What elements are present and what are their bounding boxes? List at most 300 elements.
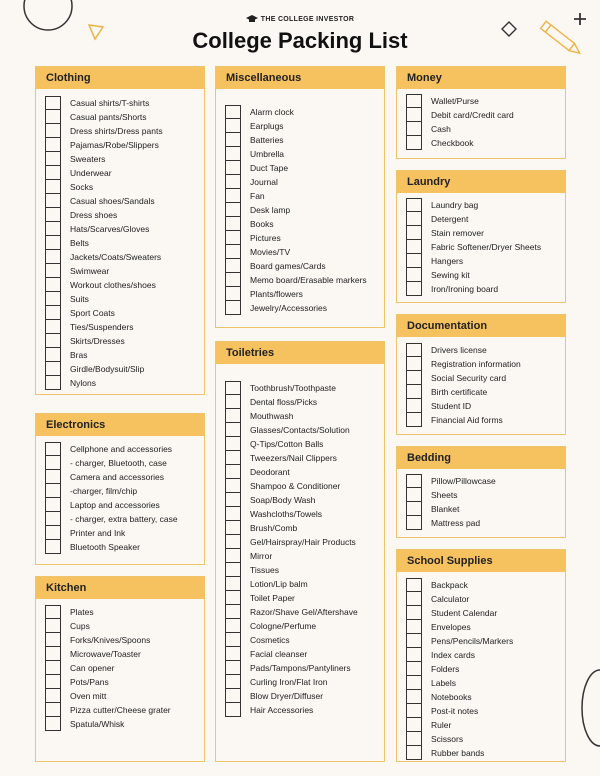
item-label: Financial Aid forms bbox=[431, 415, 503, 425]
checkbox[interactable] bbox=[406, 399, 422, 413]
checkbox[interactable] bbox=[406, 268, 422, 282]
item-label: Memo board/Erasable markers bbox=[250, 275, 367, 285]
checklist-item bbox=[45, 605, 171, 619]
checkbox[interactable] bbox=[45, 208, 61, 222]
checkbox[interactable] bbox=[45, 278, 61, 292]
item-label: Cups bbox=[70, 621, 90, 631]
checklist-item bbox=[225, 245, 367, 259]
checkbox[interactable] bbox=[225, 217, 241, 231]
item-label: Rubber bands bbox=[431, 748, 485, 758]
item-label: Stain remover bbox=[431, 228, 484, 238]
item-label: Dress shoes bbox=[70, 210, 118, 220]
checklist-item bbox=[45, 470, 178, 484]
checkbox[interactable] bbox=[45, 96, 61, 110]
item-label: Shampoo & Conditioner bbox=[250, 481, 341, 491]
item-label: Brush/Comb bbox=[250, 523, 298, 533]
checklist-item bbox=[45, 334, 163, 348]
item-label: Pots/Pans bbox=[70, 677, 109, 687]
item-label: Movies/TV bbox=[250, 247, 291, 257]
item-label: Cologne/Perfume bbox=[250, 621, 317, 631]
checkbox[interactable] bbox=[406, 385, 422, 399]
money-section bbox=[396, 66, 566, 159]
checklist-item bbox=[406, 606, 513, 620]
item-label: Toothbrush/Toothpaste bbox=[250, 383, 337, 393]
checkbox[interactable] bbox=[45, 703, 61, 717]
item-label: Gel/Hairspray/Hair Products bbox=[250, 537, 356, 547]
checkbox[interactable] bbox=[406, 371, 422, 385]
checkbox[interactable] bbox=[406, 94, 422, 108]
checkbox[interactable] bbox=[406, 634, 422, 648]
checkbox[interactable] bbox=[406, 122, 422, 136]
checkbox[interactable] bbox=[45, 675, 61, 689]
item-label: Iron/Ironing board bbox=[431, 284, 499, 294]
item-label: Jewelry/Accessories bbox=[250, 303, 327, 313]
item-label: Sewing kit bbox=[431, 270, 470, 280]
item-label: -charger, film/chip bbox=[70, 486, 138, 496]
checklist-item bbox=[225, 301, 367, 315]
checklist-item bbox=[45, 619, 171, 633]
item-label: Printer and Ink bbox=[70, 528, 126, 538]
checklist-item bbox=[45, 647, 171, 661]
checklist-item bbox=[45, 675, 171, 689]
checklist-item bbox=[225, 273, 367, 287]
checklist-item bbox=[45, 703, 171, 717]
item-label: Registration information bbox=[431, 359, 521, 369]
item-label: Birth certificate bbox=[431, 387, 488, 397]
checkbox[interactable] bbox=[406, 136, 422, 150]
checkbox[interactable] bbox=[225, 287, 241, 301]
checklist-item bbox=[406, 385, 521, 399]
item-label: Umbrella bbox=[250, 149, 285, 159]
checkbox[interactable] bbox=[225, 105, 241, 119]
checklist-item bbox=[45, 540, 178, 554]
checkbox[interactable] bbox=[45, 236, 61, 250]
section-title: Bedding bbox=[397, 447, 565, 469]
item-label: Facial cleanser bbox=[250, 649, 308, 659]
checkbox[interactable] bbox=[406, 718, 422, 732]
item-label: Oven mitt bbox=[70, 691, 107, 701]
checkbox[interactable] bbox=[225, 451, 241, 465]
checkbox[interactable] bbox=[225, 703, 241, 717]
checkbox[interactable] bbox=[45, 320, 61, 334]
checkbox[interactable] bbox=[406, 282, 422, 296]
item-label: Laundry bag bbox=[431, 200, 479, 210]
item-label: Notebooks bbox=[431, 692, 472, 702]
checklist-item bbox=[45, 96, 163, 110]
checkbox[interactable] bbox=[45, 512, 61, 526]
item-label: Deodorant bbox=[250, 467, 290, 477]
checklist-item bbox=[225, 563, 358, 577]
checklist-item bbox=[45, 236, 163, 250]
item-label: Jackets/Coats/Sweaters bbox=[70, 252, 162, 262]
checkbox[interactable] bbox=[225, 423, 241, 437]
checkbox[interactable] bbox=[225, 381, 241, 395]
checkbox[interactable] bbox=[225, 231, 241, 245]
checkbox[interactable] bbox=[406, 578, 422, 592]
checklist-item bbox=[406, 648, 513, 662]
checklist-item bbox=[406, 676, 513, 690]
section-title: Electronics bbox=[36, 414, 204, 436]
checkbox[interactable] bbox=[225, 479, 241, 493]
checklist-item bbox=[406, 516, 496, 530]
checkbox[interactable] bbox=[45, 526, 61, 540]
item-label: Toilet Paper bbox=[250, 593, 295, 603]
checkbox[interactable] bbox=[225, 605, 241, 619]
checkbox[interactable] bbox=[45, 470, 61, 484]
checklist-item bbox=[225, 591, 358, 605]
checkbox[interactable] bbox=[225, 689, 241, 703]
checklist-item bbox=[225, 661, 358, 675]
item-label: Pillow/Pillowcase bbox=[431, 476, 496, 486]
checkbox[interactable] bbox=[225, 647, 241, 661]
checkbox[interactable] bbox=[406, 343, 422, 357]
item-label: Student ID bbox=[431, 401, 472, 411]
checklist-item bbox=[406, 282, 541, 296]
checkbox[interactable] bbox=[225, 619, 241, 633]
checkbox[interactable] bbox=[45, 456, 61, 470]
checklist-item bbox=[45, 717, 171, 731]
checkbox[interactable] bbox=[406, 254, 422, 268]
item-label: Backpack bbox=[431, 580, 468, 590]
item-label: Labels bbox=[431, 678, 457, 688]
item-label: Bras bbox=[70, 350, 88, 360]
checkbox[interactable] bbox=[225, 395, 241, 409]
checkbox[interactable] bbox=[406, 240, 422, 254]
item-label: Debit card/Credit card bbox=[431, 110, 514, 120]
checkbox[interactable] bbox=[225, 563, 241, 577]
checkbox[interactable] bbox=[45, 334, 61, 348]
checklist-item bbox=[225, 465, 358, 479]
item-label: Lotion/Lip balm bbox=[250, 579, 308, 589]
checklist-item bbox=[406, 502, 496, 516]
checklist-item bbox=[45, 278, 163, 292]
checkbox[interactable] bbox=[406, 108, 422, 122]
checklist-item bbox=[225, 521, 358, 535]
item-label: Plants/flowers bbox=[250, 289, 303, 299]
checkbox[interactable] bbox=[45, 605, 61, 619]
item-label: Plates bbox=[70, 607, 94, 617]
checkbox[interactable] bbox=[45, 264, 61, 278]
section-title: Laundry bbox=[397, 171, 565, 193]
item-label: Sweaters bbox=[70, 154, 106, 164]
checkbox[interactable] bbox=[45, 717, 61, 731]
checklist-item bbox=[225, 105, 367, 119]
item-label: Glasses/Contacts/Solution bbox=[250, 425, 350, 435]
item-label: Scissors bbox=[431, 734, 464, 744]
item-label: Casual shoes/Sandals bbox=[70, 196, 155, 206]
checkbox[interactable] bbox=[225, 675, 241, 689]
item-label: Fan bbox=[250, 191, 265, 201]
item-label: Batteries bbox=[250, 135, 284, 145]
checkbox[interactable] bbox=[45, 292, 61, 306]
checkbox[interactable] bbox=[406, 212, 422, 226]
checklist-item bbox=[225, 479, 358, 493]
item-label: Tissues bbox=[250, 565, 279, 575]
checklist-item bbox=[225, 507, 358, 521]
checkbox[interactable] bbox=[45, 498, 61, 512]
checkbox[interactable] bbox=[225, 591, 241, 605]
checkbox[interactable] bbox=[406, 746, 422, 760]
item-label: - charger, extra battery, case bbox=[70, 514, 178, 524]
checkbox[interactable] bbox=[406, 690, 422, 704]
checkbox[interactable] bbox=[225, 521, 241, 535]
item-label: Camera and accessories bbox=[70, 472, 165, 482]
brand-logo bbox=[0, 15, 600, 23]
item-label: Mirror bbox=[250, 551, 273, 561]
checkbox[interactable] bbox=[45, 362, 61, 376]
item-label: Earplugs bbox=[250, 121, 284, 131]
school-supplies-section bbox=[396, 549, 566, 762]
checklist-item bbox=[406, 704, 513, 718]
toiletries-section bbox=[215, 341, 385, 762]
checklist-item bbox=[406, 122, 514, 136]
kitchen-section bbox=[35, 576, 205, 762]
checklist-item bbox=[45, 633, 171, 647]
checkbox[interactable] bbox=[225, 245, 241, 259]
item-label: Index cards bbox=[431, 650, 475, 660]
item-label: Books bbox=[250, 219, 274, 229]
checkbox[interactable] bbox=[406, 592, 422, 606]
checklist-item bbox=[225, 287, 367, 301]
checklist-item bbox=[406, 488, 496, 502]
item-label: Hair Accessories bbox=[250, 705, 314, 715]
checklist-item bbox=[45, 250, 163, 264]
item-label: Cash bbox=[431, 124, 451, 134]
checkbox[interactable] bbox=[45, 152, 61, 166]
item-label: Pajamas/Robe/Slippers bbox=[70, 140, 159, 150]
item-label: Student Calendar bbox=[431, 608, 498, 618]
checklist-item bbox=[225, 577, 358, 591]
item-label: - charger, Bluetooth, case bbox=[70, 458, 167, 468]
item-label: Fabric Softener/Dryer Sheets bbox=[431, 242, 542, 252]
checkbox[interactable] bbox=[406, 676, 422, 690]
checklist-item bbox=[45, 376, 163, 390]
checkbox[interactable] bbox=[45, 442, 61, 456]
checklist-item bbox=[45, 526, 178, 540]
item-label: Pads/Tampons/Pantyliners bbox=[250, 663, 351, 673]
item-label: Post-it notes bbox=[431, 706, 479, 716]
item-label: Ties/Suspenders bbox=[70, 322, 134, 332]
checkbox[interactable] bbox=[45, 110, 61, 124]
checklist-item bbox=[406, 732, 513, 746]
checkbox[interactable] bbox=[225, 549, 241, 563]
item-label: Pictures bbox=[250, 233, 281, 243]
laundry-section bbox=[396, 170, 566, 303]
checklist-item bbox=[225, 437, 358, 451]
checklist-item bbox=[45, 661, 171, 675]
checkbox[interactable] bbox=[406, 474, 422, 488]
checkbox[interactable] bbox=[225, 409, 241, 423]
checkbox[interactable] bbox=[225, 273, 241, 287]
item-label: Envelopes bbox=[431, 622, 471, 632]
checklist-item bbox=[225, 703, 358, 717]
checklist-item bbox=[406, 254, 541, 268]
item-label: Razor/Shave Gel/Aftershave bbox=[250, 607, 358, 617]
section-title: Clothing bbox=[36, 67, 204, 89]
checklist-item bbox=[225, 549, 358, 563]
checkbox[interactable] bbox=[225, 465, 241, 479]
checkbox[interactable] bbox=[406, 488, 422, 502]
checklist-item bbox=[406, 198, 541, 212]
checklist-item bbox=[406, 240, 541, 254]
checklist-item bbox=[45, 180, 163, 194]
checkbox[interactable] bbox=[45, 633, 61, 647]
item-label: Dental floss/Picks bbox=[250, 397, 318, 407]
item-label: Soap/Body Wash bbox=[250, 495, 316, 505]
checkbox[interactable] bbox=[225, 493, 241, 507]
checkbox[interactable] bbox=[406, 502, 422, 516]
arc-decoration-icon bbox=[580, 668, 600, 748]
section-title: Money bbox=[397, 67, 565, 89]
checkbox[interactable] bbox=[225, 203, 241, 217]
graduation-cap-icon bbox=[246, 15, 258, 23]
checkbox[interactable] bbox=[406, 620, 422, 634]
item-label: Drivers license bbox=[431, 345, 487, 355]
item-label: Hangers bbox=[431, 256, 464, 266]
checkbox[interactable] bbox=[45, 647, 61, 661]
checklist-item bbox=[406, 474, 496, 488]
checkbox[interactable] bbox=[45, 376, 61, 390]
item-label: Pizza cutter/Cheese grater bbox=[70, 705, 171, 715]
item-label: Casual pants/Shorts bbox=[70, 112, 147, 122]
checklist-item bbox=[225, 231, 367, 245]
checkbox[interactable] bbox=[225, 119, 241, 133]
item-label: Board games/Cards bbox=[250, 261, 326, 271]
checklist-item bbox=[225, 409, 358, 423]
checklist-item bbox=[406, 592, 513, 606]
checklist-item bbox=[45, 306, 163, 320]
checkbox[interactable] bbox=[45, 180, 61, 194]
item-label: Spatula/Whisk bbox=[70, 719, 125, 729]
checklist-item bbox=[406, 578, 513, 592]
checkbox[interactable] bbox=[225, 535, 241, 549]
checklist-item bbox=[225, 395, 358, 409]
checkbox[interactable] bbox=[45, 166, 61, 180]
item-label: Dress shirts/Dress pants bbox=[70, 126, 163, 136]
checkbox[interactable] bbox=[225, 437, 241, 451]
checkbox[interactable] bbox=[406, 648, 422, 662]
checklist-item bbox=[406, 357, 521, 371]
checkbox[interactable] bbox=[406, 198, 422, 212]
checklist-item bbox=[225, 161, 367, 175]
checkbox[interactable] bbox=[225, 259, 241, 273]
item-label: Pens/Pencils/Markers bbox=[431, 636, 514, 646]
checklist-item bbox=[45, 689, 171, 703]
checkbox[interactable] bbox=[45, 138, 61, 152]
checklist-item bbox=[45, 166, 163, 180]
checkbox[interactable] bbox=[45, 540, 61, 554]
item-label: Casual shirts/T-shirts bbox=[70, 98, 150, 108]
checkbox[interactable] bbox=[45, 124, 61, 138]
checklist-item bbox=[406, 718, 513, 732]
checklist-item bbox=[406, 746, 513, 760]
checkbox[interactable] bbox=[225, 507, 241, 521]
checkbox[interactable] bbox=[45, 222, 61, 236]
item-label: Microwave/Toaster bbox=[70, 649, 141, 659]
checkbox[interactable] bbox=[225, 577, 241, 591]
checkbox[interactable] bbox=[406, 606, 422, 620]
checklist-item bbox=[45, 138, 163, 152]
checkbox[interactable] bbox=[225, 633, 241, 647]
checkbox[interactable] bbox=[45, 619, 61, 633]
checkbox[interactable] bbox=[406, 516, 422, 530]
electronics-section bbox=[35, 413, 205, 565]
checklist-item bbox=[225, 619, 358, 633]
miscellaneous-section bbox=[215, 66, 385, 328]
checkbox[interactable] bbox=[45, 194, 61, 208]
checkbox[interactable] bbox=[45, 484, 61, 498]
checklist-item bbox=[45, 498, 178, 512]
checklist-item bbox=[225, 119, 367, 133]
checklist-item bbox=[225, 147, 367, 161]
checklist-item bbox=[406, 620, 513, 634]
item-label: Sheets bbox=[431, 490, 458, 500]
checkbox[interactable] bbox=[225, 147, 241, 161]
checkbox[interactable] bbox=[406, 413, 422, 427]
checkbox[interactable] bbox=[45, 661, 61, 675]
checkbox[interactable] bbox=[406, 662, 422, 676]
checklist-item bbox=[225, 633, 358, 647]
item-label: Journal bbox=[250, 177, 278, 187]
clothing-section bbox=[35, 66, 205, 395]
checklist-item bbox=[45, 292, 163, 306]
checklist-item bbox=[406, 399, 521, 413]
item-label: Duct Tape bbox=[250, 163, 289, 173]
checklist-item bbox=[225, 423, 358, 437]
checklist-item bbox=[406, 136, 514, 150]
section-title: Toiletries bbox=[216, 342, 384, 364]
item-label: Socks bbox=[70, 182, 94, 192]
checkbox[interactable] bbox=[406, 732, 422, 746]
checkbox[interactable] bbox=[406, 704, 422, 718]
item-label: Girdle/Bodysuit/Slip bbox=[70, 364, 145, 374]
checkbox[interactable] bbox=[45, 689, 61, 703]
item-label: Calculator bbox=[431, 594, 470, 604]
checklist-item bbox=[406, 371, 521, 385]
checkbox[interactable] bbox=[45, 250, 61, 264]
checklist-item bbox=[406, 662, 513, 676]
checkbox[interactable] bbox=[225, 175, 241, 189]
checklist-item bbox=[225, 381, 358, 395]
checklist-item bbox=[406, 108, 514, 122]
checklist-item bbox=[225, 605, 358, 619]
checklist-item bbox=[406, 413, 521, 427]
section-title: Miscellaneous bbox=[216, 67, 384, 89]
item-label: Sport Coats bbox=[70, 308, 115, 318]
checkbox[interactable] bbox=[225, 133, 241, 147]
checklist-item bbox=[225, 259, 367, 273]
checkbox[interactable] bbox=[45, 306, 61, 320]
item-label: Belts bbox=[70, 238, 89, 248]
checklist-item bbox=[45, 208, 163, 222]
checklist-item bbox=[225, 203, 367, 217]
checkbox[interactable] bbox=[225, 661, 241, 675]
checklist-item bbox=[45, 110, 163, 124]
checkbox[interactable] bbox=[225, 161, 241, 175]
checklist-item bbox=[225, 535, 358, 549]
checkbox[interactable] bbox=[406, 226, 422, 240]
checklist-item bbox=[225, 189, 367, 203]
checkbox[interactable] bbox=[225, 301, 241, 315]
checklist-item bbox=[225, 689, 358, 703]
checklist-item bbox=[45, 124, 163, 138]
checkbox[interactable] bbox=[225, 189, 241, 203]
checkbox[interactable] bbox=[45, 348, 61, 362]
checkbox[interactable] bbox=[406, 357, 422, 371]
checklist-item bbox=[45, 456, 178, 470]
checklist-item bbox=[406, 212, 541, 226]
page-title: College Packing List bbox=[192, 28, 408, 53]
